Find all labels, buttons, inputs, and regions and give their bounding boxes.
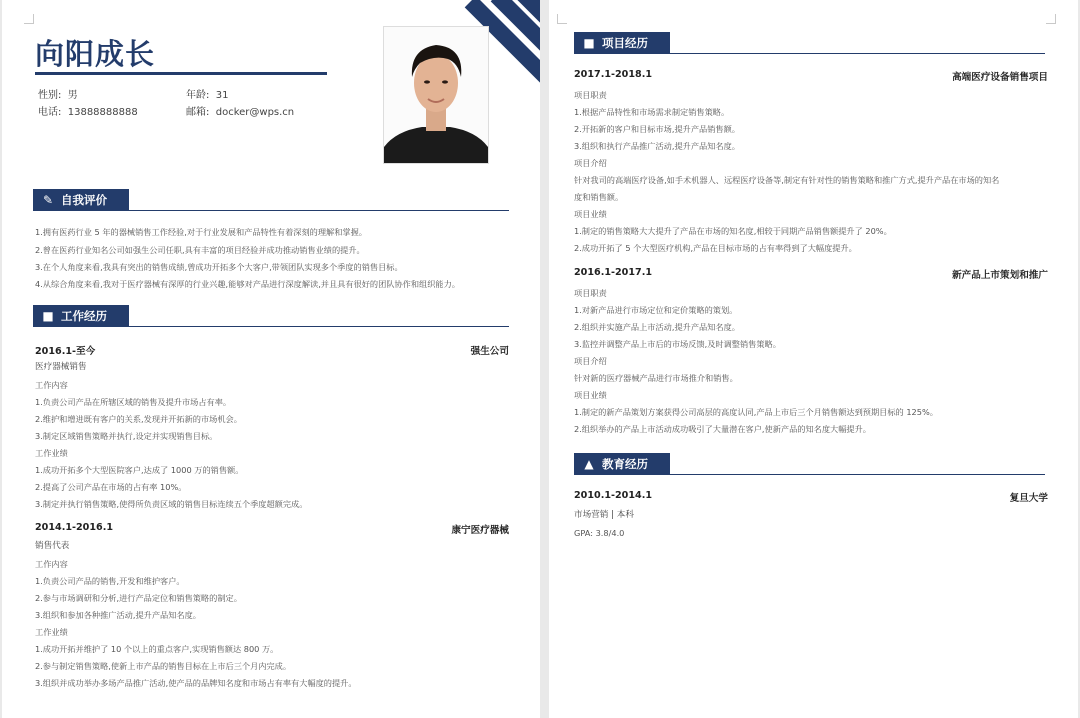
job-line: 3.制定区域销售策略并执行,设定并实现销售目标。: [35, 431, 218, 441]
section-title: 自我评价: [33, 189, 129, 211]
name-underline: [35, 72, 327, 75]
resume-page-1: [2, 0, 540, 718]
section-rule: [33, 326, 509, 327]
self-eval-line: 3.在个人角度来看,我具有突出的销售成绩,曾成功开拓多个大客户,带领团队实现多个季度的销售目标。: [35, 262, 403, 272]
portrait-image: [384, 27, 488, 163]
section-rule: [574, 474, 1045, 475]
email-field: [186, 103, 294, 118]
project-line: 针对我司的高端医疗设备,如手术机器人、远程医疗设备等,制定有针对性的销售策略和推广方式,提升产品在市场的知名: [574, 175, 1000, 185]
project-line: 项目介绍: [574, 356, 607, 366]
gender-value: 男: [67, 90, 78, 101]
project-line: 项目职责: [574, 288, 607, 298]
folder-icon: ■: [583, 36, 595, 50]
job-role: 销售代表: [35, 541, 70, 551]
profile-photo: [383, 26, 489, 164]
job-line: 1.成功开拓并维护了 10 个以上的重点客户,实现销售额达 800 万。: [35, 644, 279, 654]
job-line: 1.负责公司产品的销售,开发和维护客户。: [35, 576, 185, 586]
project-line: 项目介绍: [574, 158, 607, 168]
candidate-name: 向阳成长: [35, 37, 156, 71]
age-label: 年龄:: [186, 90, 210, 101]
self-eval-line: 4.从综合角度来看,我对于医疗器械有深厚的行业兴趣,能够对产品进行深度解读,并且具有很好的团队协作和组织能力。: [35, 279, 460, 289]
job-line: 1.成功开拓多个大型医院客户,达成了 1000 万的销售额。: [35, 465, 244, 475]
job-line: 工作内容: [35, 380, 68, 390]
briefcase-icon: ■: [42, 309, 54, 323]
graduation-cap-icon: ▲: [584, 457, 594, 471]
phone-field: [38, 103, 138, 118]
job-line: 2.维护和增进既有客户的关系,发现并开拓新的市场机会。: [35, 414, 242, 424]
email-value: docker@wps.cn: [215, 107, 295, 118]
education-period: 2010.1-2014.1: [574, 490, 653, 501]
job-line: 3.组织并成功举办多场产品推广活动,使产品的品牌知名度和市场占有率有大幅度的提升。: [35, 678, 357, 688]
project-line: 2.组织举办的产品上市活动成功吸引了大量潜在客户,使新产品的知名度大幅提升。: [574, 424, 871, 434]
pen-icon: ✎: [42, 193, 54, 207]
crop-mark: [1046, 14, 1056, 24]
resume-page-2: [549, 0, 1078, 718]
project-period: 2016.1-2017.1: [574, 267, 653, 278]
project-line: 项目职责: [574, 90, 607, 100]
self-eval-line: 2.曾在医药行业知名公司如强生公司任职,具有丰富的项目经验并成功推动销售业绩的提升。: [35, 245, 365, 255]
project-line: 1.对新产品进行市场定位和定价策略的策划。: [574, 305, 738, 315]
job-line: 2.提高了公司产品在市场的占有率 10%。: [35, 482, 187, 492]
job-line: 3.组织和参加各种推广活动,提升产品知名度。: [35, 610, 201, 620]
project-line: 针对新的医疗器械产品进行市场推介和销售。: [574, 373, 738, 383]
project-line: 2.组织并实施产品上市活动,提升产品知名度。: [574, 322, 740, 332]
project-line: 1.根据产品特性和市场需求制定销售策略。: [574, 107, 730, 117]
project-line: 项目业绩: [574, 209, 607, 219]
project-line: 2.开拓新的客户和目标市场,提升产品销售额。: [574, 124, 740, 134]
gender-field: [38, 86, 78, 101]
job-company: 康宁医疗器械: [451, 525, 509, 536]
project-line: 2.成功开拓了 5 个大型医疗机构,产品在目标市场的占有率得到了大幅度提升。: [574, 243, 857, 253]
education-gpa: GPA: 3.8/4.0: [574, 528, 625, 538]
job-line: 2.参与市场调研和分析,进行产品定位和销售策略的制定。: [35, 593, 242, 603]
project-line: 项目业绩: [574, 390, 607, 400]
project-period: 2017.1-2018.1: [574, 69, 653, 80]
job-period: 2016.1-至今: [35, 346, 96, 357]
job-company: 强生公司: [470, 346, 509, 357]
job-line: 3.制定并执行销售策略,使得所负责区域的销售目标连续五个季度超额完成。: [35, 499, 308, 509]
education-school: 复旦大学: [1009, 493, 1048, 504]
project-line: 3.监控并调整产品上市后的市场反馈,及时调整销售策略。: [574, 339, 781, 349]
job-line: 工作业绩: [35, 448, 68, 458]
project-line: 3.组织和执行产品推广活动,提升产品知名度。: [574, 141, 740, 151]
section-title: 项目经历: [574, 32, 670, 54]
job-role: 医疗器械销售: [35, 362, 87, 372]
section-rule: [33, 210, 509, 211]
job-period: 2014.1-2016.1: [35, 522, 114, 533]
project-line: 度和销售额。: [574, 192, 624, 202]
job-line: 2.参与制定销售策略,使新上市产品的销售目标在上市后三个月内完成。: [35, 661, 292, 671]
section-rule: [574, 53, 1045, 54]
age-field: [186, 86, 228, 101]
age-value: 31: [215, 90, 229, 101]
project-line: 1.制定的销售策略大大提升了产品在市场的知名度,相较于同期产品销售额提升了 20%。: [574, 226, 892, 236]
section-title: 工作经历: [33, 305, 129, 327]
project-line: 1.制定的新产品策划方案获得公司高层的高度认同,产品上市后三个月销售额达到预期目标的 125%。: [574, 407, 938, 417]
project-name: 高端医疗设备销售项目: [952, 72, 1048, 83]
job-line: 1.负责公司产品在所辖区域的销售及提升市场占有率。: [35, 397, 232, 407]
gender-label: 性别:: [38, 90, 62, 101]
job-line: 工作内容: [35, 559, 68, 569]
phone-value: 13888888888: [67, 107, 138, 118]
education-major: 市场营销 | 本科: [574, 510, 634, 520]
job-line: 工作业绩: [35, 627, 68, 637]
section-title: 教育经历: [574, 453, 670, 475]
self-eval-line: 1.拥有医药行业 5 年的器械销售工作经验,对于行业发展和产品特性有着深刻的理解和掌握。: [35, 227, 367, 237]
crop-mark: [557, 14, 567, 24]
crop-mark: [24, 14, 34, 24]
phone-label: 电话:: [38, 107, 62, 118]
email-label: 邮箱:: [186, 107, 210, 118]
project-name: 新产品上市策划和推广: [952, 270, 1048, 281]
